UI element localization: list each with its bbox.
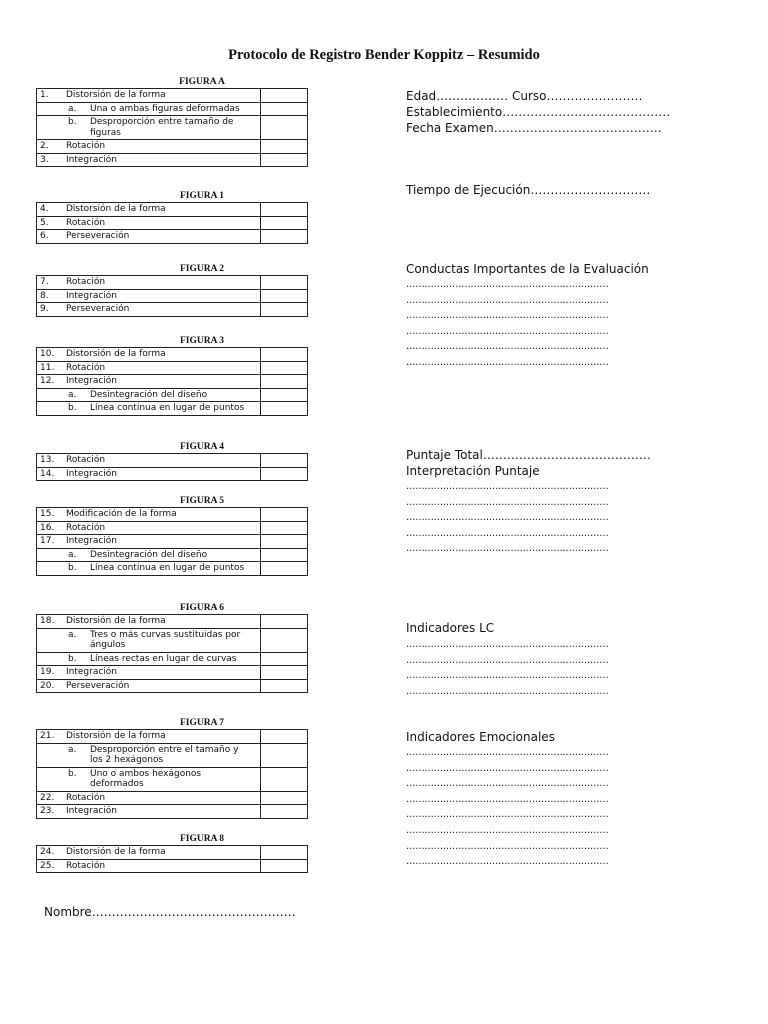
item-label: Perseveración: [62, 230, 261, 244]
sub-item-label: Línea continua en lugar de puntos: [90, 403, 245, 413]
score-cell[interactable]: [261, 388, 308, 402]
item-number: 12.: [37, 375, 63, 389]
dotted-line[interactable]: …………………………………………………………: [406, 778, 609, 790]
score-cell[interactable]: [261, 548, 308, 562]
item-number: 3.: [37, 153, 63, 167]
score-cell[interactable]: [261, 791, 308, 805]
score-cell[interactable]: [261, 153, 308, 167]
item-number: 7.: [37, 276, 63, 290]
figura-section: [36, 77, 308, 167]
sub-item: [37, 116, 261, 140]
table-row: [37, 508, 308, 522]
indicadores-lc-heading: Indicadores LC: [406, 621, 495, 635]
sub-item-label: Líneas rectas en lugar de curvas: [90, 653, 237, 664]
item-label: Rotación: [62, 521, 261, 535]
table-row: [37, 791, 308, 805]
item-label: Rotación: [62, 361, 261, 375]
score-cell[interactable]: [261, 679, 308, 693]
scoring-table: [36, 614, 308, 693]
dotted-line[interactable]: …………………………………………………………: [406, 341, 609, 353]
item-number: 1.: [37, 89, 63, 103]
dotted-line[interactable]: …………………………………………………………: [406, 856, 609, 868]
score-cell[interactable]: [261, 216, 308, 230]
score-cell[interactable]: [261, 276, 308, 290]
score-cell[interactable]: [261, 628, 308, 652]
figura-section: [36, 496, 308, 576]
dotted-line[interactable]: …………………………………………………………: [406, 527, 609, 539]
score-cell[interactable]: [261, 805, 308, 819]
item-label: Modificación de la forma: [62, 508, 261, 522]
item-number: 9.: [37, 303, 63, 317]
dotted-line[interactable]: …………………………………………………………: [406, 685, 609, 697]
table-row: [37, 388, 308, 402]
item-number: 13.: [37, 454, 63, 468]
item-number: 22.: [37, 791, 63, 805]
dotted-line[interactable]: …………………………………………………………: [406, 747, 609, 758]
item-number: 25.: [37, 859, 63, 873]
figura-title: FIGURA 2: [179, 264, 225, 274]
sub-item-letter: b.: [68, 563, 77, 573]
sub-item-letter: a.: [68, 549, 77, 560]
sub-item-letter: b.: [68, 403, 77, 413]
figura-title: FIGURA 6: [179, 603, 225, 613]
dotted-line[interactable]: …………………………………………………………: [406, 310, 609, 322]
table-row: [37, 666, 308, 680]
scoring-table: [36, 729, 308, 819]
score-cell[interactable]: [261, 289, 308, 303]
scoring-table: [36, 347, 308, 416]
dotted-line[interactable]: …………………………………………………………: [406, 496, 609, 508]
score-cell[interactable]: [261, 666, 308, 680]
establecimiento-field[interactable]: Establecimiento……………………………………: [406, 105, 671, 119]
scoring-table: [36, 275, 308, 317]
table-row: [37, 361, 308, 375]
table-row: [37, 140, 308, 154]
figura-title: FIGURA 7: [179, 718, 225, 728]
item-number: 4.: [37, 203, 63, 217]
table-row: [37, 743, 308, 767]
score-cell[interactable]: [261, 402, 308, 416]
sub-item: [37, 628, 261, 652]
table-row: [37, 216, 308, 230]
score-cell[interactable]: [261, 521, 308, 535]
table-row: [37, 153, 308, 167]
table-row: [37, 846, 308, 860]
item-number: 21.: [37, 730, 63, 744]
tiempo-ejecucion-field[interactable]: Tiempo de Ejecución…………………………: [406, 183, 651, 197]
item-label: Distorsión de la forma: [62, 203, 261, 217]
table-row: [37, 203, 308, 217]
table-row: [37, 679, 308, 693]
item-label: Integración: [62, 467, 261, 481]
table-row: [37, 116, 308, 140]
interpretacion-lines[interactable]: [406, 479, 608, 557]
figura-section: [36, 603, 308, 693]
table-row: [37, 767, 308, 791]
sub-item-letter: a.: [68, 744, 77, 755]
item-number: 8.: [37, 289, 63, 303]
dotted-line[interactable]: …………………………………………………………: [406, 809, 609, 821]
score-cell[interactable]: [261, 102, 308, 116]
table-row: [37, 652, 308, 666]
table-row: [37, 375, 308, 389]
score-cell[interactable]: [261, 859, 308, 873]
dotted-line[interactable]: …………………………………………………………: [406, 279, 609, 290]
item-label: Distorsión de la forma: [62, 730, 261, 744]
sub-item-label: Desproporción entre tamaño de figuras: [90, 117, 234, 138]
score-cell[interactable]: [261, 203, 308, 217]
sub-item: [37, 102, 261, 116]
dotted-line[interactable]: …………………………………………………………: [406, 654, 609, 666]
table-row: [37, 454, 308, 468]
table-row: [37, 289, 308, 303]
table-row: [37, 276, 308, 290]
score-cell[interactable]: [261, 652, 308, 666]
sub-item-label: Tres o más curvas sustituidas por ángulos: [90, 629, 241, 650]
item-label: Integración: [62, 805, 261, 819]
item-label: Rotación: [62, 216, 261, 230]
score-cell[interactable]: [261, 348, 308, 362]
sub-item: [37, 767, 261, 791]
sub-item: [37, 562, 261, 576]
figura-title: FIGURA 3: [179, 336, 225, 346]
item-number: 17.: [37, 535, 63, 549]
figura-section: [36, 264, 308, 317]
item-label: Integración: [62, 375, 261, 389]
item-label: Distorsión de la forma: [62, 89, 261, 103]
table-row: [37, 467, 308, 481]
score-cell[interactable]: [261, 467, 308, 481]
item-label: Distorsión de la forma: [62, 615, 261, 629]
figura-section: [36, 191, 308, 244]
interpretacion-heading: Interpretación Puntaje: [406, 464, 540, 478]
item-label: Integración: [62, 153, 261, 167]
table-row: [37, 548, 308, 562]
conductas-heading: Conductas Importantes de la Evaluación: [406, 262, 649, 276]
scoring-table: [36, 88, 308, 167]
sub-item-letter: a.: [68, 103, 77, 114]
table-row: [37, 615, 308, 629]
item-label: Rotación: [62, 140, 261, 154]
item-label: Distorsión de la forma: [62, 348, 261, 362]
item-label: Rotación: [62, 859, 261, 873]
item-number: 11.: [37, 361, 63, 375]
dotted-line[interactable]: …………………………………………………………: [406, 824, 609, 836]
item-label: Integración: [62, 535, 261, 549]
score-cell[interactable]: [261, 562, 308, 576]
item-label: Integración: [62, 666, 261, 680]
sub-item-label: Una o ambas figuras deformadas: [90, 103, 240, 114]
score-cell[interactable]: [261, 615, 308, 629]
scoring-table: [36, 202, 308, 244]
item-number: 14.: [37, 467, 63, 481]
score-cell[interactable]: [261, 846, 308, 860]
dotted-line[interactable]: …………………………………………………………: [406, 670, 609, 682]
sub-item: [37, 652, 261, 666]
sub-item-letter: b.: [68, 117, 77, 127]
table-row: [37, 521, 308, 535]
item-label: Perseveración: [62, 679, 261, 693]
item-number: 20.: [37, 679, 63, 693]
sub-item-label: Uno o ambos hexágonos deformados: [90, 768, 202, 789]
item-number: 6.: [37, 230, 63, 244]
dotted-line[interactable]: …………………………………………………………: [406, 512, 609, 524]
figura-section: [36, 834, 308, 873]
table-row: [37, 805, 308, 819]
sub-item-label: Desproporción entre el tamaño y los 2 hexágonos: [90, 744, 239, 765]
table-row: [37, 535, 308, 549]
sub-item-label: Desintegración del diseño: [90, 549, 208, 560]
table-row: [37, 859, 308, 873]
score-cell[interactable]: [261, 767, 308, 791]
item-label: Integración: [62, 289, 261, 303]
sub-item: [37, 402, 261, 416]
table-row: [37, 402, 308, 416]
score-cell[interactable]: [261, 89, 308, 103]
score-cell[interactable]: [261, 140, 308, 154]
score-cell[interactable]: [261, 730, 308, 744]
sub-item: [37, 388, 261, 402]
figura-section: [36, 336, 308, 416]
dotted-line[interactable]: …………………………………………………………: [406, 481, 609, 492]
scoring-table: [36, 507, 308, 576]
figura-section: [36, 718, 308, 819]
item-label: Distorsión de la forma: [62, 846, 261, 860]
fecha-examen-field[interactable]: Fecha Examen……………………………………: [406, 121, 662, 135]
dotted-line[interactable]: …………………………………………………………: [406, 325, 609, 337]
sub-item-letter: a.: [68, 389, 77, 400]
table-row: [37, 303, 308, 317]
item-label: Rotación: [62, 454, 261, 468]
table-row: [37, 562, 308, 576]
conductas-lines[interactable]: [406, 277, 608, 371]
table-row: [37, 230, 308, 244]
figura-title: FIGURA 8: [179, 834, 225, 844]
sub-item: [37, 743, 261, 767]
table-row: [37, 628, 308, 652]
score-cell[interactable]: [261, 361, 308, 375]
score-cell[interactable]: [261, 230, 308, 244]
dotted-line[interactable]: …………………………………………………………: [406, 793, 609, 805]
figura-title: FIGURA 4: [179, 442, 225, 452]
sub-item-letter: b.: [68, 768, 77, 779]
item-number: 16.: [37, 521, 63, 535]
item-number: 10.: [37, 348, 63, 362]
dotted-line[interactable]: …………………………………………………………: [406, 840, 609, 852]
table-row: [37, 89, 308, 103]
score-cell[interactable]: [261, 303, 308, 317]
indicadores-emocionales-heading: Indicadores Emocionales: [406, 730, 555, 744]
item-number: 15.: [37, 508, 63, 522]
dotted-line[interactable]: …………………………………………………………: [406, 639, 609, 650]
item-number: 2.: [37, 140, 63, 154]
score-cell[interactable]: [261, 375, 308, 389]
table-row: [37, 102, 308, 116]
scoring-table: [36, 845, 308, 873]
item-label: Perseveración: [62, 303, 261, 317]
score-cell[interactable]: [261, 743, 308, 767]
sub-item-letter: a.: [68, 629, 77, 640]
dotted-line[interactable]: …………………………………………………………: [406, 543, 609, 555]
item-number: 5.: [37, 216, 63, 230]
item-number: 23.: [37, 805, 63, 819]
dotted-line[interactable]: …………………………………………………………: [406, 356, 609, 368]
figura-title: FIGURA 5: [179, 496, 225, 506]
item-number: 18.: [37, 615, 63, 629]
figura-title: FIGURA A: [179, 77, 225, 87]
table-row: [37, 730, 308, 744]
dotted-line[interactable]: …………………………………………………………: [406, 294, 609, 306]
scoring-table: [36, 453, 308, 481]
sub-item: [37, 548, 261, 562]
score-cell[interactable]: [261, 116, 308, 140]
table-row: [37, 348, 308, 362]
item-label: Rotación: [62, 276, 261, 290]
edad-curso-field[interactable]: Edad……………… Curso……………………: [406, 89, 643, 103]
indicadores-emocionales-lines[interactable]: [406, 745, 608, 870]
puntaje-total-field[interactable]: Puntaje Total……………………………………: [406, 448, 651, 462]
sub-item-letter: b.: [68, 653, 77, 664]
figura-section: [36, 442, 308, 481]
item-number: 19.: [37, 666, 63, 680]
indicadores-lc-lines[interactable]: [406, 637, 608, 699]
dotted-line[interactable]: …………………………………………………………: [406, 762, 609, 774]
sub-item-label: Desintegración del diseño: [90, 389, 208, 400]
score-cell[interactable]: [261, 508, 308, 522]
item-label: Rotación: [62, 791, 261, 805]
sub-item-label: Línea continua en lugar de puntos: [90, 563, 245, 573]
score-cell[interactable]: [261, 454, 308, 468]
figura-title: FIGURA 1: [179, 191, 225, 201]
score-cell[interactable]: [261, 535, 308, 549]
nombre-field[interactable]: Nombre……………………………………………: [44, 905, 296, 919]
page-title: Protocolo de Registro Bender Koppitz – Resumido: [228, 47, 540, 63]
item-number: 24.: [37, 846, 63, 860]
